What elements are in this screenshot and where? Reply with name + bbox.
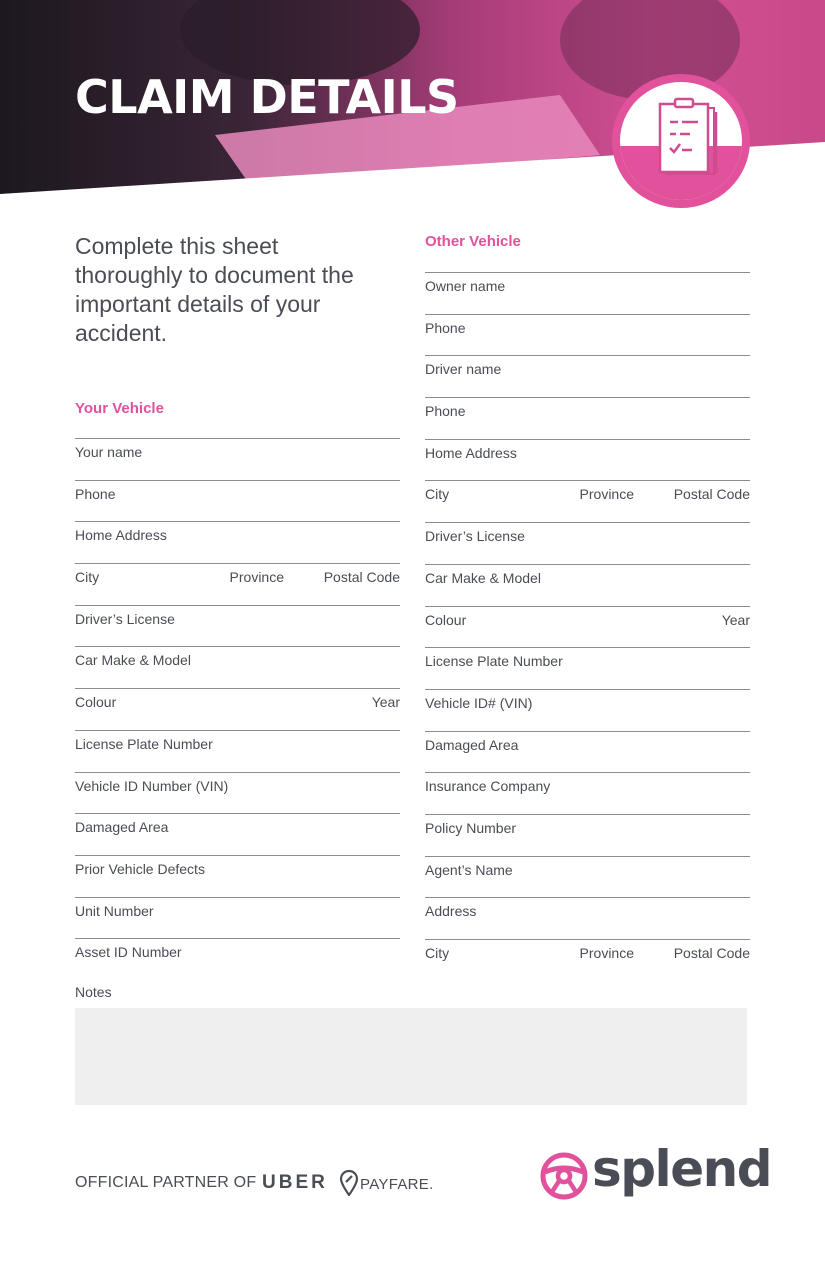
form-field[interactable] — [75, 688, 400, 730]
field-label: Province — [579, 486, 634, 503]
your-vehicle-fields — [75, 438, 400, 980]
form-field[interactable] — [75, 730, 400, 772]
form-field[interactable] — [75, 772, 400, 814]
field-label: Owner name — [425, 278, 506, 294]
field-label: Phone — [425, 319, 466, 336]
field-label: Damaged Area — [75, 819, 169, 836]
field-label: Phone — [75, 485, 116, 502]
form-field[interactable] — [75, 897, 400, 939]
form-field[interactable] — [75, 646, 400, 688]
form-field[interactable] — [425, 731, 750, 773]
form-field[interactable] — [425, 314, 750, 356]
field-label: Driver’s License — [75, 610, 175, 627]
form-field[interactable] — [75, 813, 400, 855]
form-field[interactable] — [75, 938, 400, 980]
form-field[interactable] — [425, 647, 750, 689]
field-label: Driver’s License — [425, 528, 525, 545]
payfare-pin-icon — [340, 1170, 358, 1196]
field-label: Insurance Company — [425, 778, 551, 795]
field-label: Asset ID Number — [75, 944, 182, 961]
form-field[interactable] — [75, 563, 400, 605]
form-field[interactable] — [425, 272, 750, 314]
field-label: Postal Code — [323, 569, 400, 586]
page-title: CLAIM DETAILS — [75, 70, 459, 124]
notes-label: Notes — [75, 984, 112, 1000]
field-label: Year — [721, 611, 750, 628]
form-field[interactable] — [425, 772, 750, 814]
form-field[interactable] — [425, 939, 750, 981]
field-label: Damaged Area — [425, 736, 519, 753]
badge-ring — [612, 74, 750, 208]
field-label: Driver name — [425, 361, 502, 378]
form-field[interactable] — [425, 480, 750, 522]
field-label: Colour — [75, 694, 117, 711]
splend-logo: splend — [592, 1140, 771, 1198]
other-vehicle-title: Other Vehicle — [425, 233, 521, 250]
field-label: Prior Vehicle Defects — [75, 860, 205, 877]
field-label: City — [75, 569, 100, 586]
field-label: License Plate Number — [75, 735, 213, 752]
form-field[interactable] — [75, 480, 400, 522]
form-field[interactable] — [425, 897, 750, 939]
form-field[interactable] — [425, 856, 750, 898]
field-label: Postal Code — [673, 486, 750, 503]
field-label: Phone — [425, 403, 466, 420]
form-field[interactable] — [75, 438, 400, 480]
notes-box[interactable] — [75, 1008, 747, 1105]
form-field[interactable] — [75, 605, 400, 647]
field-label: Colour — [425, 611, 467, 628]
your-vehicle-title: Your Vehicle — [75, 400, 164, 417]
field-label: License Plate Number — [425, 653, 563, 670]
form-field[interactable] — [425, 689, 750, 731]
field-label: Address — [425, 903, 477, 920]
partner-text: OFFICIAL PARTNER OF — [75, 1174, 257, 1191]
field-label: Policy Number — [425, 819, 517, 836]
form-field[interactable] — [425, 355, 750, 397]
field-label: Vehicle ID Number (VIN) — [75, 777, 229, 794]
field-label: City — [425, 486, 450, 503]
field-label: City — [425, 945, 450, 961]
field-label: Agent’s Name — [425, 861, 513, 878]
field-label: Home Address — [75, 527, 167, 544]
other-vehicle-fields — [425, 272, 750, 981]
form-field[interactable] — [425, 606, 750, 648]
field-label: Year — [371, 694, 400, 711]
field-label: Province — [229, 569, 284, 586]
form-field[interactable] — [425, 564, 750, 606]
field-label: Unit Number — [75, 902, 154, 919]
field-label: Home Address — [425, 444, 517, 461]
field-label: Province — [579, 945, 634, 961]
field-label: Car Make & Model — [75, 652, 191, 669]
form-field[interactable] — [75, 521, 400, 563]
form-field[interactable] — [425, 439, 750, 481]
form-field[interactable] — [425, 522, 750, 564]
field-label: Car Make & Model — [425, 569, 541, 586]
payfare-logo: PAYFARE. — [360, 1176, 434, 1193]
intro-text: Complete this sheet thoroughly to document the important details of your accident. — [75, 233, 354, 346]
field-label: Postal Code — [673, 945, 750, 961]
splend-steering-icon — [540, 1152, 588, 1200]
field-label: Your name — [75, 444, 143, 460]
form-field[interactable] — [75, 855, 400, 897]
clipboard-checklist-icon — [620, 82, 742, 200]
form-field[interactable] — [425, 397, 750, 439]
uber-logo: UBER — [262, 1172, 328, 1193]
field-label: Vehicle ID# (VIN) — [425, 694, 533, 711]
form-field[interactable] — [425, 814, 750, 856]
